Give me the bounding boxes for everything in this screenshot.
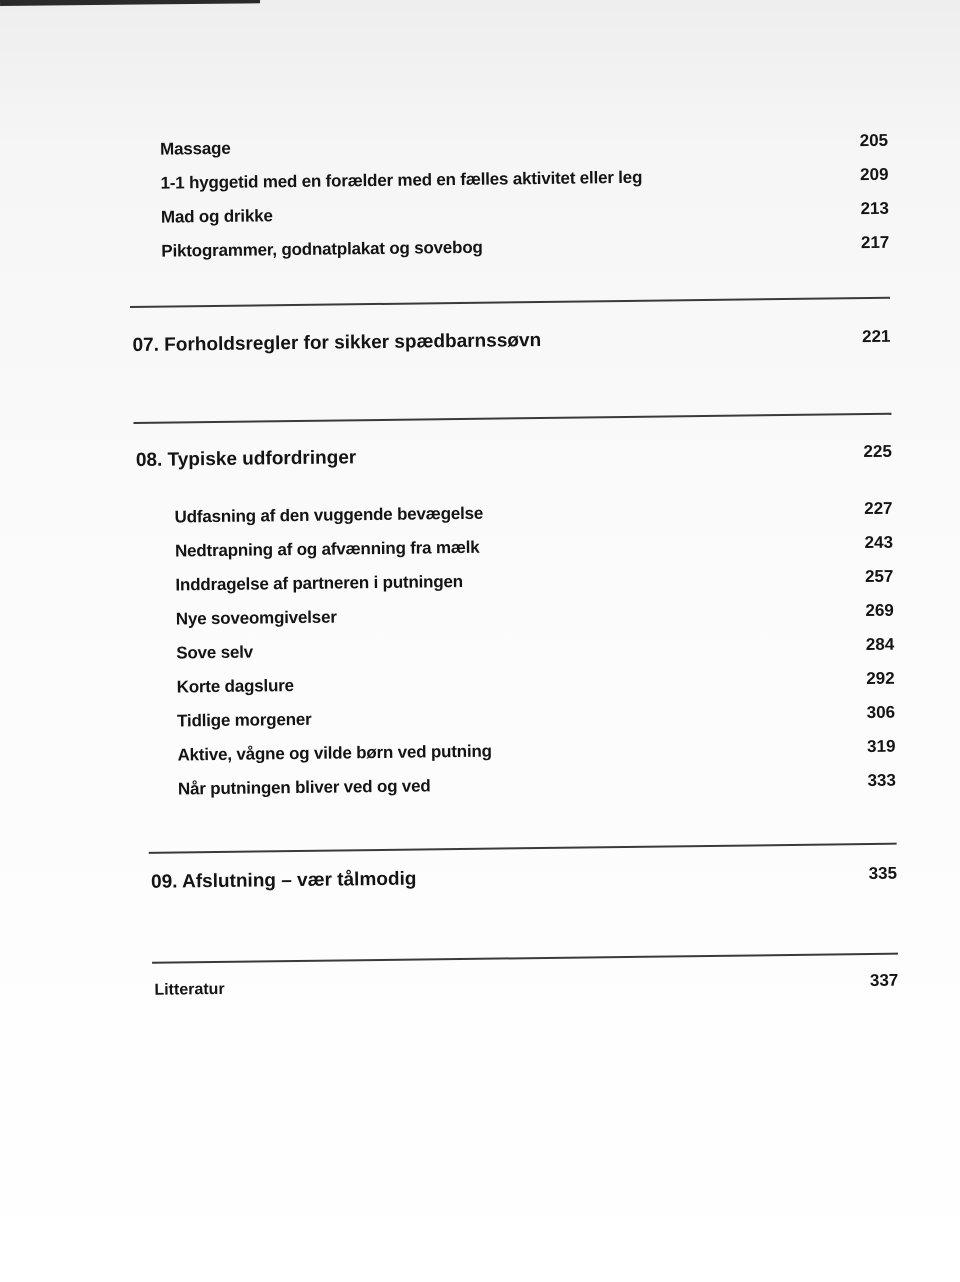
toc-entry[interactable] <box>160 131 888 160</box>
toc-entry-page: 217 <box>860 232 890 253</box>
toc-entry-page: 292 <box>866 668 895 689</box>
toc-entry-title: Tidlige morgener <box>176 709 312 731</box>
toc-entry[interactable] <box>160 165 888 194</box>
toc-entry-title: Inddragelse af partneren i putningen <box>175 571 464 595</box>
toc-entry-title: Massage <box>159 138 231 159</box>
toc-entry-page: 243 <box>864 532 894 553</box>
toc-chapter-page: 221 <box>861 326 891 347</box>
toc-entry-title: Når putningen bliver ved og ved <box>177 776 431 799</box>
toc-entry-page: 227 <box>864 498 893 519</box>
toc-chapter-title: 08. Typiske udfordringer <box>135 447 357 471</box>
toc-chapter-title: 07. Forholdsregler for sikker spædbarnssøvn <box>132 329 542 356</box>
toc-entry-page: 333 <box>867 770 896 791</box>
toc-literature-title: Litteratur <box>154 980 225 999</box>
toc-entry-title: 1-1 hyggetid med en forælder med en fælles aktivitet eller leg <box>160 167 643 193</box>
toc-entry-title: Udfasning af den vuggende bevægelse <box>174 503 484 527</box>
toc-entry[interactable] <box>175 533 893 562</box>
divider <box>130 297 890 308</box>
toc-entry[interactable] <box>161 199 889 228</box>
toc-entry-page: 269 <box>865 600 894 621</box>
toc-entry[interactable] <box>176 635 894 664</box>
toc-entry-title: Nedtrapning af og afvænning fra mælk <box>174 537 480 561</box>
toc-entry-page: 213 <box>860 198 890 219</box>
toc-entry-page: 306 <box>866 702 896 723</box>
divider <box>133 413 891 424</box>
toc-entry-title: Aktive, vågne og vilde børn ved putning <box>177 741 492 765</box>
toc-entry[interactable] <box>161 233 889 262</box>
toc-entry-title: Sove selv <box>176 642 254 663</box>
toc-entry[interactable] <box>175 567 893 596</box>
toc-entry-page: 319 <box>866 736 896 757</box>
toc-chapter-07[interactable] <box>132 326 890 357</box>
toc-entry-page: 209 <box>859 164 889 185</box>
toc-chapter-page: 225 <box>863 441 892 462</box>
toc-entry-page: 205 <box>859 130 889 151</box>
toc-entry[interactable] <box>178 771 896 800</box>
toc-entry[interactable] <box>177 737 895 766</box>
toc-literature[interactable] <box>154 971 898 1000</box>
toc-entry[interactable] <box>177 669 895 698</box>
toc-entry-title: Nye soveomgivelser <box>175 607 337 629</box>
toc-literature-page: 337 <box>869 970 899 991</box>
toc-entry-page: 284 <box>865 634 895 655</box>
toc-entry-title: Piktogrammer, godnatplakat og sovebog <box>161 237 483 261</box>
toc-entry-page: 257 <box>864 566 894 587</box>
toc-entry[interactable] <box>176 601 894 630</box>
toc-chapter-09[interactable] <box>151 863 897 894</box>
toc-entry-title: Korte dagslure <box>176 676 294 697</box>
toc-chapter-page: 335 <box>868 863 898 884</box>
divider <box>149 843 897 854</box>
toc-chapter-title: 09. Afslutning – vær tålmodig <box>150 868 417 893</box>
divider <box>152 953 898 964</box>
toc-entry[interactable] <box>177 703 895 732</box>
toc-entry-title: Mad og drikke <box>160 206 273 227</box>
toc-entry[interactable] <box>174 499 892 528</box>
toc-chapter-08[interactable] <box>136 441 892 472</box>
